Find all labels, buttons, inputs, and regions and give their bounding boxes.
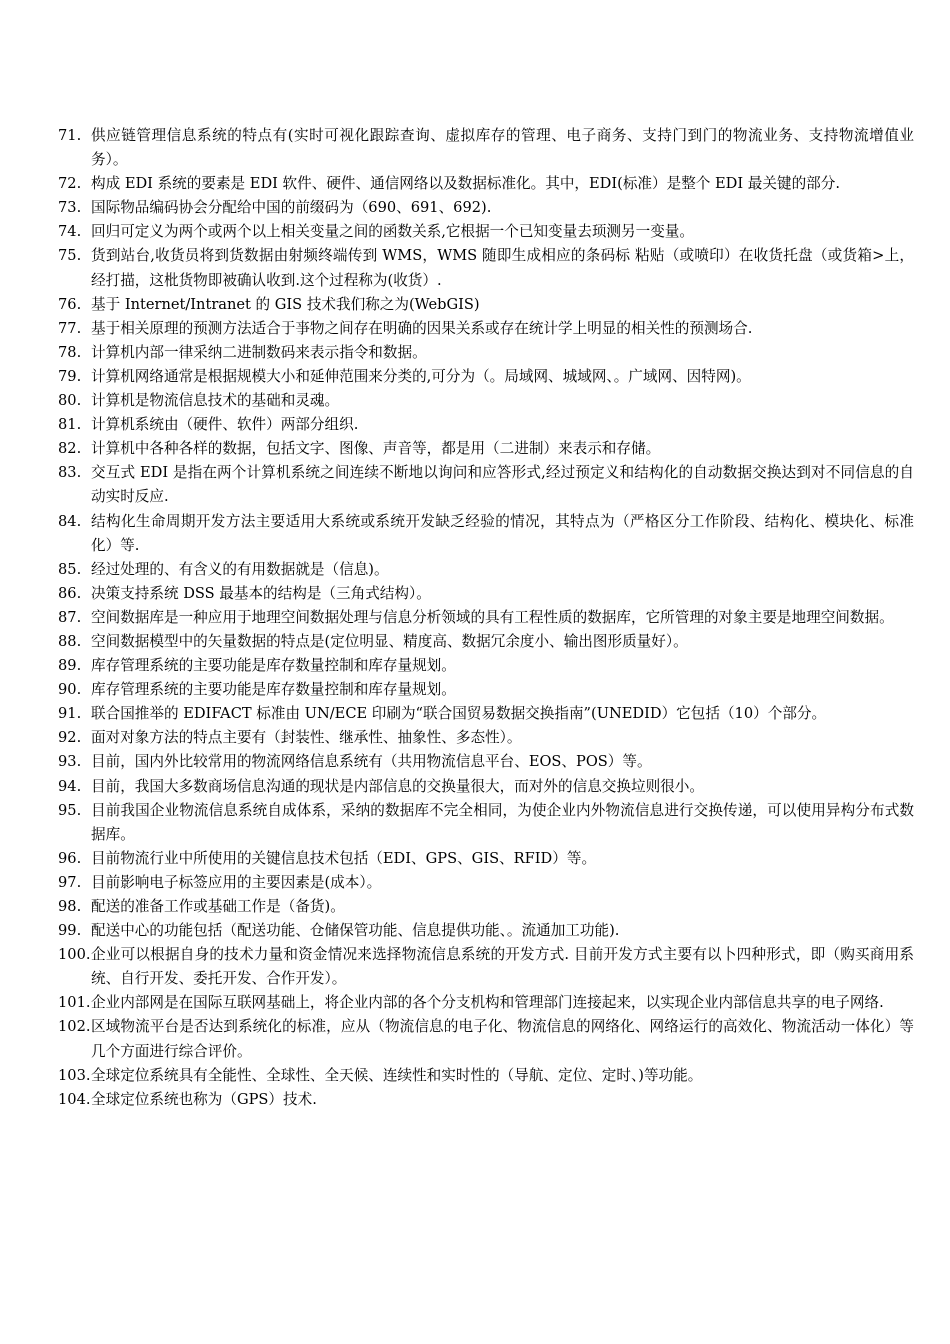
list-item [58,124,914,172]
item-text: 国际物品编码协会分配给中国的前缀码为（690、691、692). [91,199,492,217]
item-number: 78. [58,343,82,361]
list-item [58,750,914,774]
item-number: 75. [58,247,82,265]
question-list [58,124,914,1112]
list-item [58,702,914,726]
list-item [58,317,914,341]
list-item [58,799,914,847]
item-number: 79. [58,367,82,385]
list-item [58,847,914,871]
item-number: 87. [58,608,82,626]
item-text: 全球定位系统具有全能性、全球性、全天候、连续性和实时性的（导航、定位、定时、)等功能。 [91,1066,703,1084]
item-text: 区域物流平台是否达到系统化的标准，应从（物流信息的电子化、物流信息的网络化、网络运行的高效化、物流活动一体化）等几个方面进行综合评价。 [91,1018,914,1060]
item-text: 目前我国企业物流信息系统自成体系，采纳的数据库不完全相同，为使企业内外物流信息进行交换传递，可以使用异构分布式数据库。 [91,801,914,843]
list-item [58,1015,914,1063]
list-item [58,678,914,702]
item-text: 计算机是物流信息技术的基础和灵魂。 [91,392,340,410]
item-number: 88. [58,632,82,650]
item-number: 76. [58,295,82,313]
item-text: 联合国推举的 EDIFACT 标准由 UN/ECE 印刷为“联合国贸易数据交换指南”(UNEDID）它包括（10）个部分。 [91,705,827,723]
item-number: 96. [58,849,82,867]
list-item [58,582,914,606]
item-number: 80. [58,392,82,410]
item-text: 计算机中各种各样的数据，包括文字、图像、声音等，都是用（二进制）来表示和存储。 [91,440,661,458]
item-text: 配送中心的功能包括（配送功能、仓储保管功能、信息提供功能、。流通加工功能). [91,922,620,940]
list-item [58,437,914,461]
list-item [58,1088,914,1112]
item-number: 85. [58,560,82,578]
item-text: 目前，国内外比较常用的物流网络信息系统有（共用物流信息平台、EOS、POS）等。 [91,753,652,771]
list-item [58,510,914,558]
item-number: 97. [58,873,82,891]
item-number: 82. [58,440,82,458]
item-number: 89. [58,657,82,675]
item-number: 98. [58,898,82,915]
item-text: 目前，我国大多数商场信息沟通的现状是内部信息的交换量很大，而对外的信息交换垃则很小。 [91,777,704,795]
list-item [58,775,914,799]
item-text: 库存管理系统的主要功能是库存数量控制和库存量规划。 [91,681,456,699]
item-text: 计算机网络通常是根据规模大小和延伸范围来分类的,可分为（。局域网、城域网、。广域网、因特网)。 [91,367,751,385]
item-number: 99. [58,922,82,940]
item-number: 92. [58,729,82,747]
item-number: 83. [58,464,82,482]
item-text: 交互式 EDI 是指在两个计算机系统之间连续不断地以询问和应答形式,经过预定义和结构化的自动数据交换达到对不同信息的自动实时反应. [91,464,914,506]
list-item [58,196,914,220]
item-number: 84. [58,512,82,530]
list-item [58,630,914,654]
item-text: 目前物流行业中所使用的关键信息技术包括（EDI、GPS、GIS、RFID）等。 [91,849,597,867]
item-text: 企业可以根据自身的技术力量和资金情况来选择物流信息系统的开发方式. 目前开发方式主要有以卜四种形式，即（购买商用系统、自行开发、委托开发、合作开发）。 [91,946,914,988]
list-item [58,389,914,413]
item-text: 计算机内部一律采纳二进制数码来表示指令和数据。 [91,343,427,361]
list-item [58,606,914,630]
item-number: 81. [58,416,82,434]
item-number: 93. [58,753,82,771]
item-text: 空间数据模型中的矢量数据的特点是(定位明显、精度高、数据冗余度小、输出图形质量好）。 [91,632,688,650]
list-item [58,1064,914,1088]
item-number: 71. [58,127,82,144]
list-item [58,895,914,919]
item-number: 90. [58,681,82,699]
list-item [58,991,914,1015]
item-number: 100. [58,946,91,964]
item-text: 全球定位系统也称为（GPS）技术. [91,1090,317,1108]
list-item [58,943,914,991]
item-number: 74. [58,223,82,241]
item-number: 102. [58,1018,91,1036]
list-item [58,871,914,895]
list-item [58,919,914,943]
item-number: 86. [58,584,82,602]
item-text: 基于 Internet/Intranet 的 GIS 技术我们称之为(WebGIS) [91,295,480,313]
item-text: 目前影响电子标签应用的主要因素是(成本）。 [91,873,382,891]
item-number: 91. [58,705,82,723]
item-number: 95. [58,801,82,819]
item-text: 经过处理的、有含义的有用数据就是（信息)。 [91,560,389,578]
list-item [58,341,914,365]
item-number: 104. [58,1090,91,1108]
item-number: 77. [58,319,82,337]
item-text: 供应链管理信息系统的特点有(实时可视化跟踪查询、虚拟库存的管理、电子商务、支持门到门的物流业务、支持物流增值业务）。 [91,127,914,169]
item-text: 基于相关原理的预测方法适合于亊物之间存在明确的因果关系或存在统计学上明显的相关性的预测场合. [91,319,753,337]
item-text: 回归可定义为两个或两个以上相关变量之间的函数关系,它根据一个已知变量去顼测另一变量。 [91,223,694,241]
item-text: 企业内部网是在国际互联网基础上，将企业内部的各个分支机构和管理部门连接起来，以实现企业内部信息共享的电子网络. [91,994,884,1012]
list-item [58,558,914,582]
item-text: 决策支持系统 DSS 最基本的结构是（三角式结构）。 [91,584,431,602]
list-item [58,726,914,750]
list-item [58,220,914,244]
item-number: 72. [58,175,82,193]
item-text: 空间数据库是一种应用于地理空间数据处理与信息分析领域的具有工程性质的数据库，它所管理的对象主要是地理空间数据。 [91,608,894,626]
list-item [58,413,914,437]
item-number: 94. [58,777,82,795]
list-item [58,172,914,196]
item-text: 货到站台,收货员将到货数据由射频终端传到 WMS，WMS 随即生成相应的条码标 粘贴（或喷印）在收货托盘（或货箱>上，经打描，这枇货物即被确认收到.这个过程称为(收货）. [91,247,914,289]
item-text: 库存管理系统的主要功能是库存数量控制和库存量规划。 [91,657,456,675]
item-number: 73. [58,199,82,217]
item-number: 101. [58,994,91,1012]
list-item [58,654,914,678]
item-text: 配送的准备工作或基础工作是（备货)。 [91,898,345,915]
item-text: 计算机系统由（硬件、软件）两部分组织. [91,416,359,434]
item-text: 结构化生命周期开发方法主要适用大系统或系统开发缺乏经验的情况，其特点为（严格区分工作阶段、结构化、模块化、标准化）等. [91,512,914,554]
item-text: 面对对象方法的特点主要有（封装性、继承性、抽象性、多态性）。 [91,729,522,747]
item-text: 构成 EDI 系统的要素是 EDI 软件、硬件、通信网络以及数据标准化。其中，EDI(标准）是整个 EDI 最关键的部分. [91,175,840,193]
item-number: 103. [58,1066,91,1084]
list-item [58,293,914,317]
list-item [58,461,914,509]
list-item [58,244,914,292]
list-item [58,365,914,389]
